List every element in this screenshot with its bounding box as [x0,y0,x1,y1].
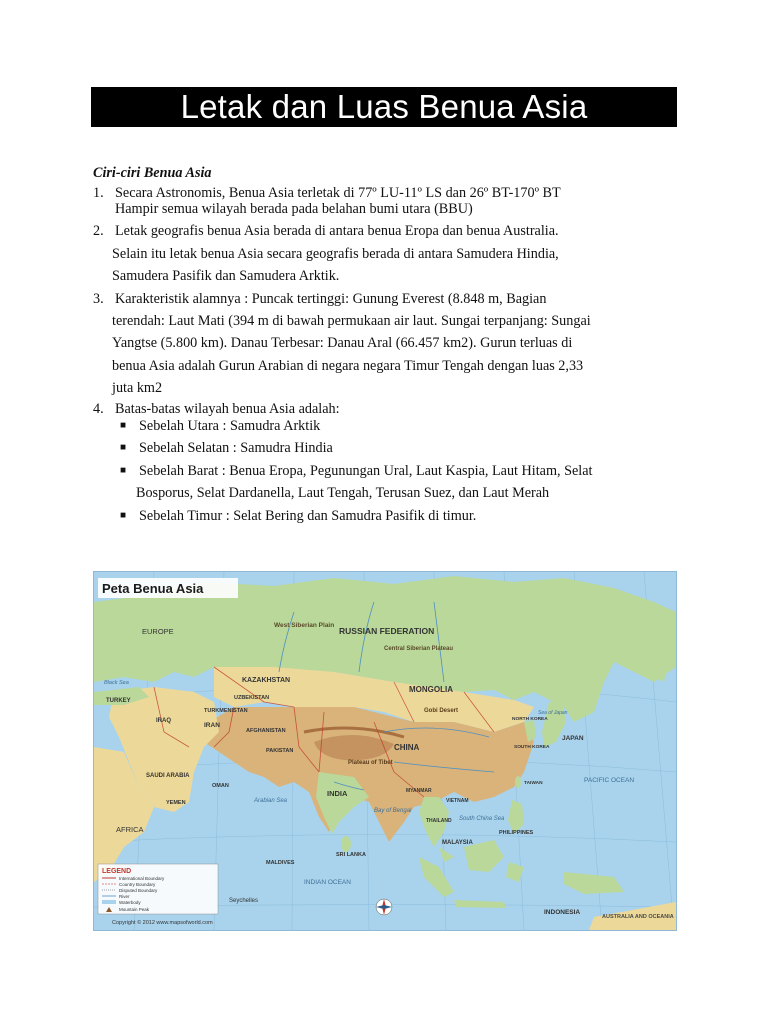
label-saudi: SAUDI ARABIA [146,773,190,779]
label-mongolia: MONGOLIA [409,685,453,694]
label-gobi: Gobi Desert [424,708,459,714]
label-oman: OMAN [212,783,229,789]
label-europe: EUROPE [142,627,174,636]
label-vietnam: VIETNAM [446,798,469,804]
label-india: INDIA [327,789,348,798]
bullet-text: Sebelah Utara : Samudra Arktik [139,418,321,434]
label-indonesia: INDONESIA [544,909,581,916]
item-number: 2. [93,223,104,239]
label-bay-bengal: Bay of Bengal [374,808,412,814]
bullet-text: Sebelah Selatan : Samudra Hindia [139,440,333,456]
label-south-china-sea: South China Sea [459,816,505,822]
item-line: Selain itu letak benua Asia secara geografis berada di antara Samudera Hindia, [112,246,559,262]
label-pacific: PACIFIC OCEAN [584,777,635,784]
label-malaysia: MALAYSIA [442,840,473,846]
label-arabian-sea: Arabian Sea [254,798,288,804]
legend-item: Waterbody [119,900,141,905]
legend-item: International Boundary [119,876,165,881]
label-maldives: MALDIVES [266,860,295,866]
label-russia: RUSSIAN FEDERATION [339,626,435,636]
item-line: Hampir semua wilayah berada pada belahan bumi utara (BBU) [115,201,473,217]
label-taiwan: TAIWAN [524,781,543,786]
bullet-text: Bosporus, Selat Dardanella, Laut Tengah, Terusan Suez, dan Laut Merah [136,485,550,501]
map-title: Peta Benua Asia [102,581,204,596]
legend-item: Disputed Boundary [119,888,158,893]
item-line: Secara Astronomis, Benua Asia terletak di 77º LU-11º LS dan 26º BT-170º BT [115,185,561,201]
label-tibet: Plateau of Tibet [348,760,393,766]
label-myanmar: MYANMAR [406,788,432,794]
label-sri-lanka: SRI LANKA [336,852,366,858]
label-central-siberia: Central Siberian Plateau [384,646,454,652]
legend-item: Mountain Peak [119,907,150,912]
page-title-text: Letak dan Luas Benua Asia [180,88,588,125]
compass-rose-icon [376,899,392,915]
item-line: terendah: Laut Mati (394 m di bawah permukaan air laut. Sungai terpanjang: Sungai [112,313,591,329]
legend-item: Country Boundary [119,882,156,887]
bullet-text: Sebelah Timur : Selat Bering dan Samudra Pasifik di timur. [139,508,477,524]
label-north-korea: NORTH KOREA [512,717,548,722]
item-line: Yangtse (5.800 km). Danau Terbesar: Danau Aral (66.457 km2). Gurun terluas di [112,335,573,351]
legend-title: LEGEND [102,868,132,875]
bullet-text: Sebelah Barat : Benua Eropa, Pegunungan Ural, Laut Kaspia, Laut Hitam, Selat [139,463,593,479]
asia-map [93,571,677,931]
item-line: Batas-batas wilayah benua Asia adalah: [115,401,340,417]
label-kazakhstan: KAZAKHSTAN [242,677,291,684]
label-south-korea: SOUTH KOREA [514,745,550,750]
bullet-icon: ■ [120,465,127,476]
label-iraq: IRAQ [156,718,171,724]
item-line: benua Asia adalah Gurun Arabian di negara negara Timur Tengah dengan luas 2,33 [112,358,584,374]
bullet-icon: ■ [120,420,127,431]
label-thailand: THAILAND [426,818,452,824]
section-heading: Ciri-ciri Benua Asia [93,165,212,181]
label-seychelles: Seychelles [229,898,259,904]
label-iran: IRAN [204,722,220,729]
label-yemen: YEMEN [166,800,186,806]
asia-map-svg [94,572,676,930]
label-sea-of-japan: Sea of Japan [538,710,568,716]
label-japan: JAPAN [562,735,584,742]
label-black-sea: Black Sea [104,680,129,686]
bullet-icon: ■ [120,510,127,521]
label-africa: AFRICA [116,825,144,834]
label-philippines: PHILIPPINES [499,830,534,836]
item-number: 4. [93,401,104,417]
label-uzbekistan: UZBEKISTAN [234,695,270,701]
map-legend [98,864,218,914]
label-turkey: TURKEY [106,698,131,704]
item-line: Samudera Pasifik dan Samudera Arktik. [112,268,340,284]
label-turkmenistan: TURKMENISTAN [204,708,248,714]
item-number: 3. [93,291,104,307]
sri-lanka-island [341,836,351,852]
label-siberian-plain: West Siberian Plain [274,622,335,629]
map-copyright: Copyright © 2012 www.mapsofworld.com [112,920,213,926]
item-number: 1. [93,185,104,201]
item-line: Letak geografis benua Asia berada di antara benua Eropa dan benua Australia. [115,223,559,239]
taiwan-island [515,776,521,788]
legend-item: River [119,894,130,899]
item-line: Karakteristik alamnya : Puncak tertinggi: Gunung Everest (8.848 m, Bagian [115,291,547,307]
label-china: CHINA [394,743,420,752]
label-afghanistan: AFGHANISTAN [246,728,286,734]
page-title [91,87,677,127]
label-australia: AUSTRALIA AND OCEANIA [602,914,674,920]
label-pakistan: PAKISTAN [266,748,294,754]
label-indian-ocean: INDIAN OCEAN [304,879,351,886]
bullet-icon: ■ [120,442,127,453]
item-line: juta km2 [112,380,163,396]
